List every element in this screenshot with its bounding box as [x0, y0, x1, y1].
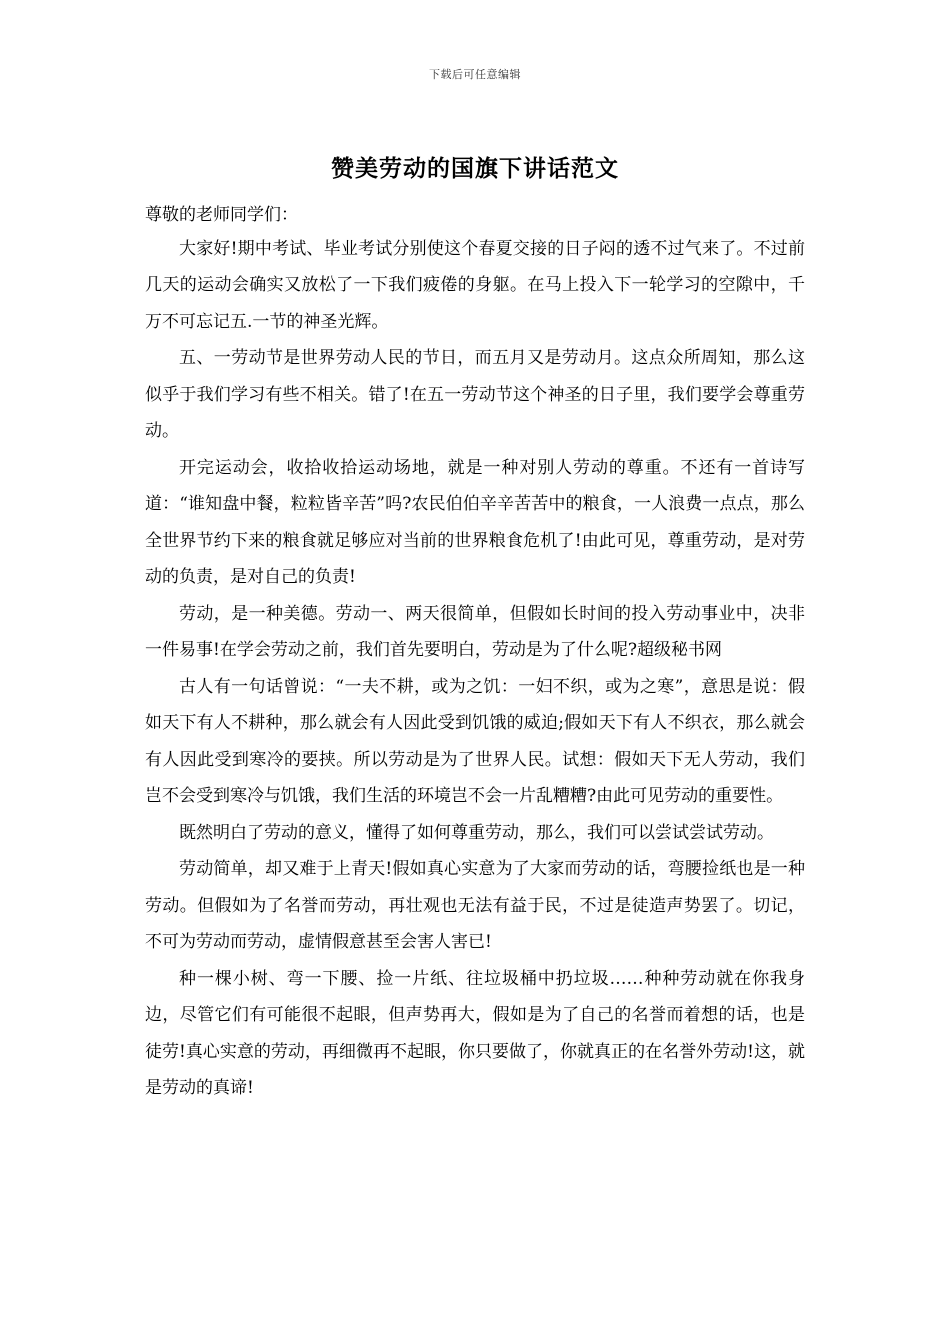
paragraph: 古人有一句话曾说：“一夫不耕，或为之饥：一妇不织，或为之寒”，意思是说：假如天下有人不耕种，那么就会有人因此受到饥饿的威迫;假如天下有人不织衣，那么就会有人因此受到寒冷的要挟。所以劳动是为了世界人民。试想：假如天下无人劳动，我们岂不会受到寒冷与饥饿，我们生活的环境岂不会一片乱糟糟?由此可见劳动的重要性。: [145, 676, 805, 806]
paragraph: 五、一劳动节是世界劳动人民的节日，而五月又是劳动月。这点众所周知，那么这似乎于我们学习有些不相关。错了!在五一劳动节这个神圣的日子里，我们要学会尊重劳动。: [145, 348, 805, 441]
paragraph: 种一棵小树、弯一下腰、捡一片纸、往垃圾桶中扔垃圾……种种劳动就在你我身边，尽管它们有可能很不起眼，但声势再大，假如是为了自己的名誉而着想的话，也是徒劳!真心实意的劳动，再细微再不起眼，你只要做了，你就真正的在名誉外劳动!这，就是劳动的真谛!: [145, 968, 805, 1098]
paragraph: 劳动，是一种美德。劳动一、两天很简单，但假如长时间的投入劳动事业中，决非一件易事!在学会劳动之前，我们首先要明白，劳动是为了什么呢?超级秘书网: [145, 603, 805, 660]
document-body: [145, 197, 805, 1107]
paragraph: 既然明白了劳动的意义，懂得了如何尊重劳动，那么，我们可以尝试尝试劳动。: [179, 822, 774, 843]
salutation: 尊敬的老师同学们：: [145, 205, 298, 225]
document-title: 赞美劳动的国旗下讲话范文: [331, 155, 619, 182]
paragraph: 劳动简单，却又难于上青天!假如真心实意为了大家而劳动的话，弯腰捡纸也是一种劳动。但假如为了名誉而劳动，再壮观也无法有益于民，不过是徒造声势罢了。切记，不可为劳动而劳动，虚情假意甚至会害人害已!: [145, 859, 805, 952]
paragraph: 开完运动会，收拾收拾运动场地，就是一种对别人劳动的尊重。不还有一首诗写道：“谁知盘中餐，粒粒皆辛苦”吗?农民伯伯辛辛苦苦中的粮食，一人浪费一点点，那么全世界节约下来的粮食就足够应对当前的世界粮食危机了!由此可见，尊重劳动，是对劳动的负责，是对自己的负责!: [145, 457, 805, 587]
header-note: 下载后可任意编辑: [429, 68, 521, 81]
paragraph: 大家好!期中考试、毕业考试分别使这个春夏交接的日子闷的透不过气来了。不过前几天的运动会确实又放松了一下我们疲倦的身躯。在马上投入下一轮学习的空隙中，千万不可忘记五.一节的神圣光辉。: [145, 238, 805, 332]
